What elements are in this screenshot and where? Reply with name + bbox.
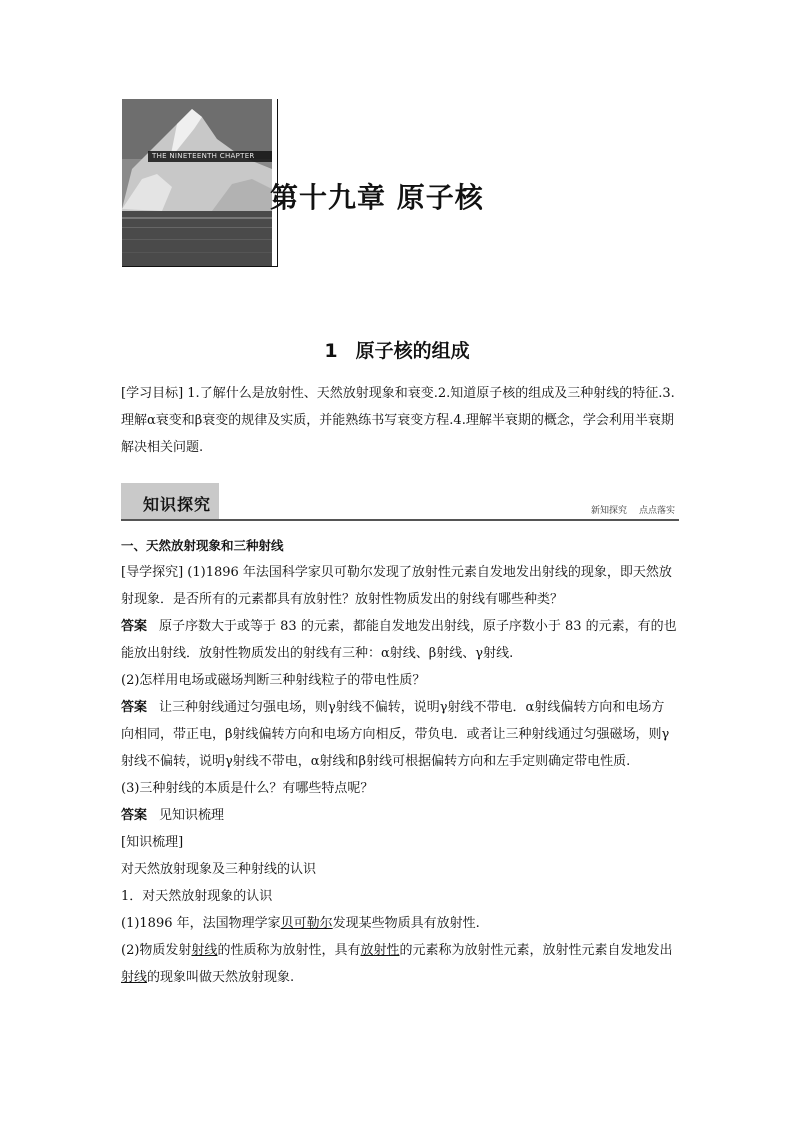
item-1-2: [121, 937, 677, 991]
band-underline: [121, 519, 679, 521]
item-1-2-pre: (2)物质发射: [121, 943, 192, 958]
mountain-illustration: [122, 99, 272, 267]
answer-2-text: 让三种射线通过匀强电场，则γ射线不偏转，说明γ射线不带电．α射线偏转方向和电场方向相同，带正电，β射线偏转方向和电场方向相反，带负电．或者让三种射线通过匀强磁场，则γ射线不偏转，说明γ射线不带电，α射线和β射线可根据偏转方向和左手定则确定带电性质.: [121, 700, 670, 769]
question-3: (3)三种射线的本质是什么？有哪些特点呢？: [121, 781, 374, 796]
item-1-title: 1．对天然放射现象的认识: [121, 889, 273, 904]
learning-goals: [121, 380, 677, 461]
answer-label: 答案: [121, 808, 148, 823]
question-2: (2)怎样用电场或磁场判断三种射线粒子的带电性质？: [121, 673, 426, 688]
item-1-1-post: 发现某些物质具有放射性.: [332, 916, 480, 931]
chapter-image-caption: THE NINETEENTH CHAPTER: [148, 151, 272, 162]
section-number: 1: [324, 340, 338, 362]
item-1-1-pre: (1)1896 年，法国物理学家: [121, 916, 281, 931]
item-1-1: [121, 910, 677, 937]
item-1-2-blank-2: 放射性: [360, 943, 400, 958]
answer-1-text: 原子序数大于或等于 83 的元素，都能自发地发出射线，原子序数小于 83 的元素，有的也能放出射线．放射性物质发出的射线有三种：α射线、β射线、γ射线.: [121, 619, 677, 661]
item-1-1-blank: 贝可勒尔: [280, 916, 333, 931]
band-label: 知识探究: [143, 495, 212, 514]
answer-3-text: 见知识梳理: [159, 808, 225, 823]
question-1: [121, 559, 677, 613]
answer-1: [121, 613, 677, 667]
item-1-2-blank-3: 射线: [121, 970, 148, 985]
summary-label: [知识梳理]: [121, 835, 184, 850]
guide-label: [导学探究]: [121, 565, 184, 580]
answer-label: 答案: [121, 619, 148, 634]
section-title: [0, 336, 794, 363]
goals-label: [学习目标]: [121, 386, 184, 401]
answer-2: [121, 694, 677, 775]
item-1-2-mid-2: 的元素称为放射性元素，放射性元素自发地发出: [399, 943, 673, 958]
knowledge-band: [121, 483, 679, 521]
item-1-2-blank-1: 射线: [191, 943, 218, 958]
band-right-1: 新知探究: [590, 506, 627, 516]
item-1-2-mid-1: 的性质称为放射性，具有: [217, 943, 361, 958]
chapter-cover-image: [122, 99, 272, 267]
answer-label: 答案: [121, 700, 148, 715]
answer-3: [121, 802, 677, 829]
band-right-2: 点点落实: [638, 506, 675, 516]
goals-text: 1.了解什么是放射性、天然放射现象和衰变.2.知道原子核的组成及三种射线的特征.3.理解α衰变和β衰变的规律及实质，并能熟练书写衰变方程.4.理解半衰期的概念，学会利用半衰期解决相关问题.: [121, 386, 675, 455]
body-content: [121, 532, 677, 991]
summary-intro: 对天然放射现象及三种射线的认识: [121, 862, 317, 877]
band-right-text: [591, 503, 675, 516]
item-1-2-post: 的现象叫做天然放射现象.: [147, 970, 295, 985]
chapter-title: 第十九章 原子核: [270, 181, 484, 214]
section-title-text: 原子核的组成: [355, 340, 470, 362]
chapter-rule-horizontal: [122, 266, 278, 267]
heading-1: 一、天然放射现象和三种射线: [121, 538, 284, 553]
question-1-text: (1)1896 年法国科学家贝可勒尔发现了放射性元素自发地发出射线的现象，即天然放射现象．是否所有的元素都具有放射性？放射性物质发出的射线有哪些种类？: [121, 565, 672, 607]
